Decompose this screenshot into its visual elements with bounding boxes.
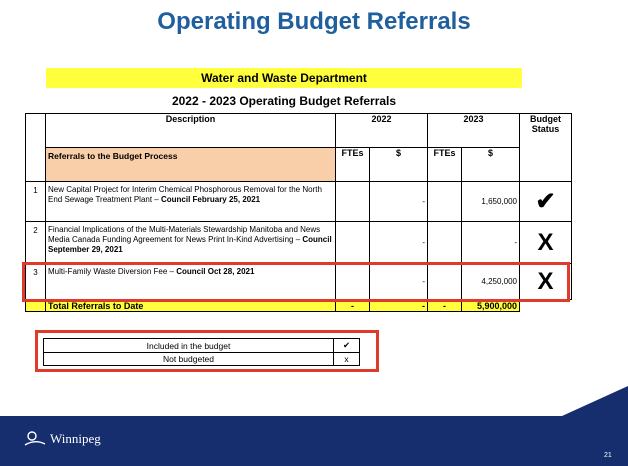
table-title: 2022 - 2023 Operating Budget Referrals [171,94,397,108]
logo-text: Winnipeg [50,431,101,446]
header-row [26,114,572,148]
total-fte-2022: - [336,300,370,312]
legend-label: Included in the budget [44,339,334,353]
row-index: 2 [26,222,46,264]
winnipeg-logo [24,430,101,448]
dollar-2023-header: $ [462,148,520,182]
dollars-2022-cell: - [370,264,428,300]
footer-accent [562,386,628,416]
check-icon: ✔ [334,339,360,353]
fte-2022-header: FTEs [336,148,370,182]
department-banner: Water and Waste Department [46,68,522,88]
fte-2023-cell [428,182,462,222]
section-label: Referrals to the Budget Process [46,148,336,182]
fte-2022-cell [336,182,370,222]
description-header: Description [46,114,336,148]
check-icon: ✔ [520,182,572,222]
section-row [26,148,572,182]
year-2022-header: 2022 [336,114,428,148]
row-text: New Capital Project for Interim Chemical Phosphorous Removal for the North End Sewage Treatment Plant – [48,185,322,204]
row-index: 1 [26,182,46,222]
row-description [46,222,336,264]
row-highlight-box [22,262,570,302]
row-council-date: Council February 25, 2021 [160,195,261,204]
row-text: Financial Implications of the Multi-Materials Stewardship Manitoba and News Media Canada Funding Agreement for News Print In-Kind Advertising – [48,225,321,244]
dollars-2023-cell: - [462,222,520,264]
dollar-2022-header: $ [370,148,428,182]
dollars-2022-cell: - [370,222,428,264]
dollars-2023-cell: 4,250,000 [462,264,520,300]
slide-title: Operating Budget Referrals [157,8,471,35]
x-mark-icon: X [520,222,572,264]
legend-highlight-box [35,330,379,372]
total-fte-2023: - [428,300,462,312]
year-2023-header: 2023 [428,114,520,148]
total-label: Total Referrals to Date [46,300,336,312]
page-number: 21 [604,452,612,459]
fte-2023-cell [428,222,462,264]
fte-2023-header: FTEs [428,148,462,182]
x-mark-icon: X [520,264,572,300]
row-index: 3 [26,264,46,300]
legend-label: Not budgeted [44,353,334,366]
budget-status-header: Budget Status [520,114,572,182]
table-row [26,222,572,264]
dollars-2023-cell: 1,650,000 [462,182,520,222]
fte-2022-cell [336,222,370,264]
total-dollars-2023: 5,900,000 [462,300,520,312]
row-description [46,182,336,222]
row-council-date: Council September 29, 2021 [48,235,332,254]
dollars-2022-cell: - [370,182,428,222]
x-mark-icon: x [334,353,360,366]
city-logo-icon [24,430,46,448]
total-dollars-2022: - [370,300,428,312]
table-row [26,182,572,222]
row-text: Multi-Family Waste Diversion Fee – [48,267,177,276]
index-header [26,114,46,182]
row-council-date: Council Oct 28, 2021 [176,267,255,276]
